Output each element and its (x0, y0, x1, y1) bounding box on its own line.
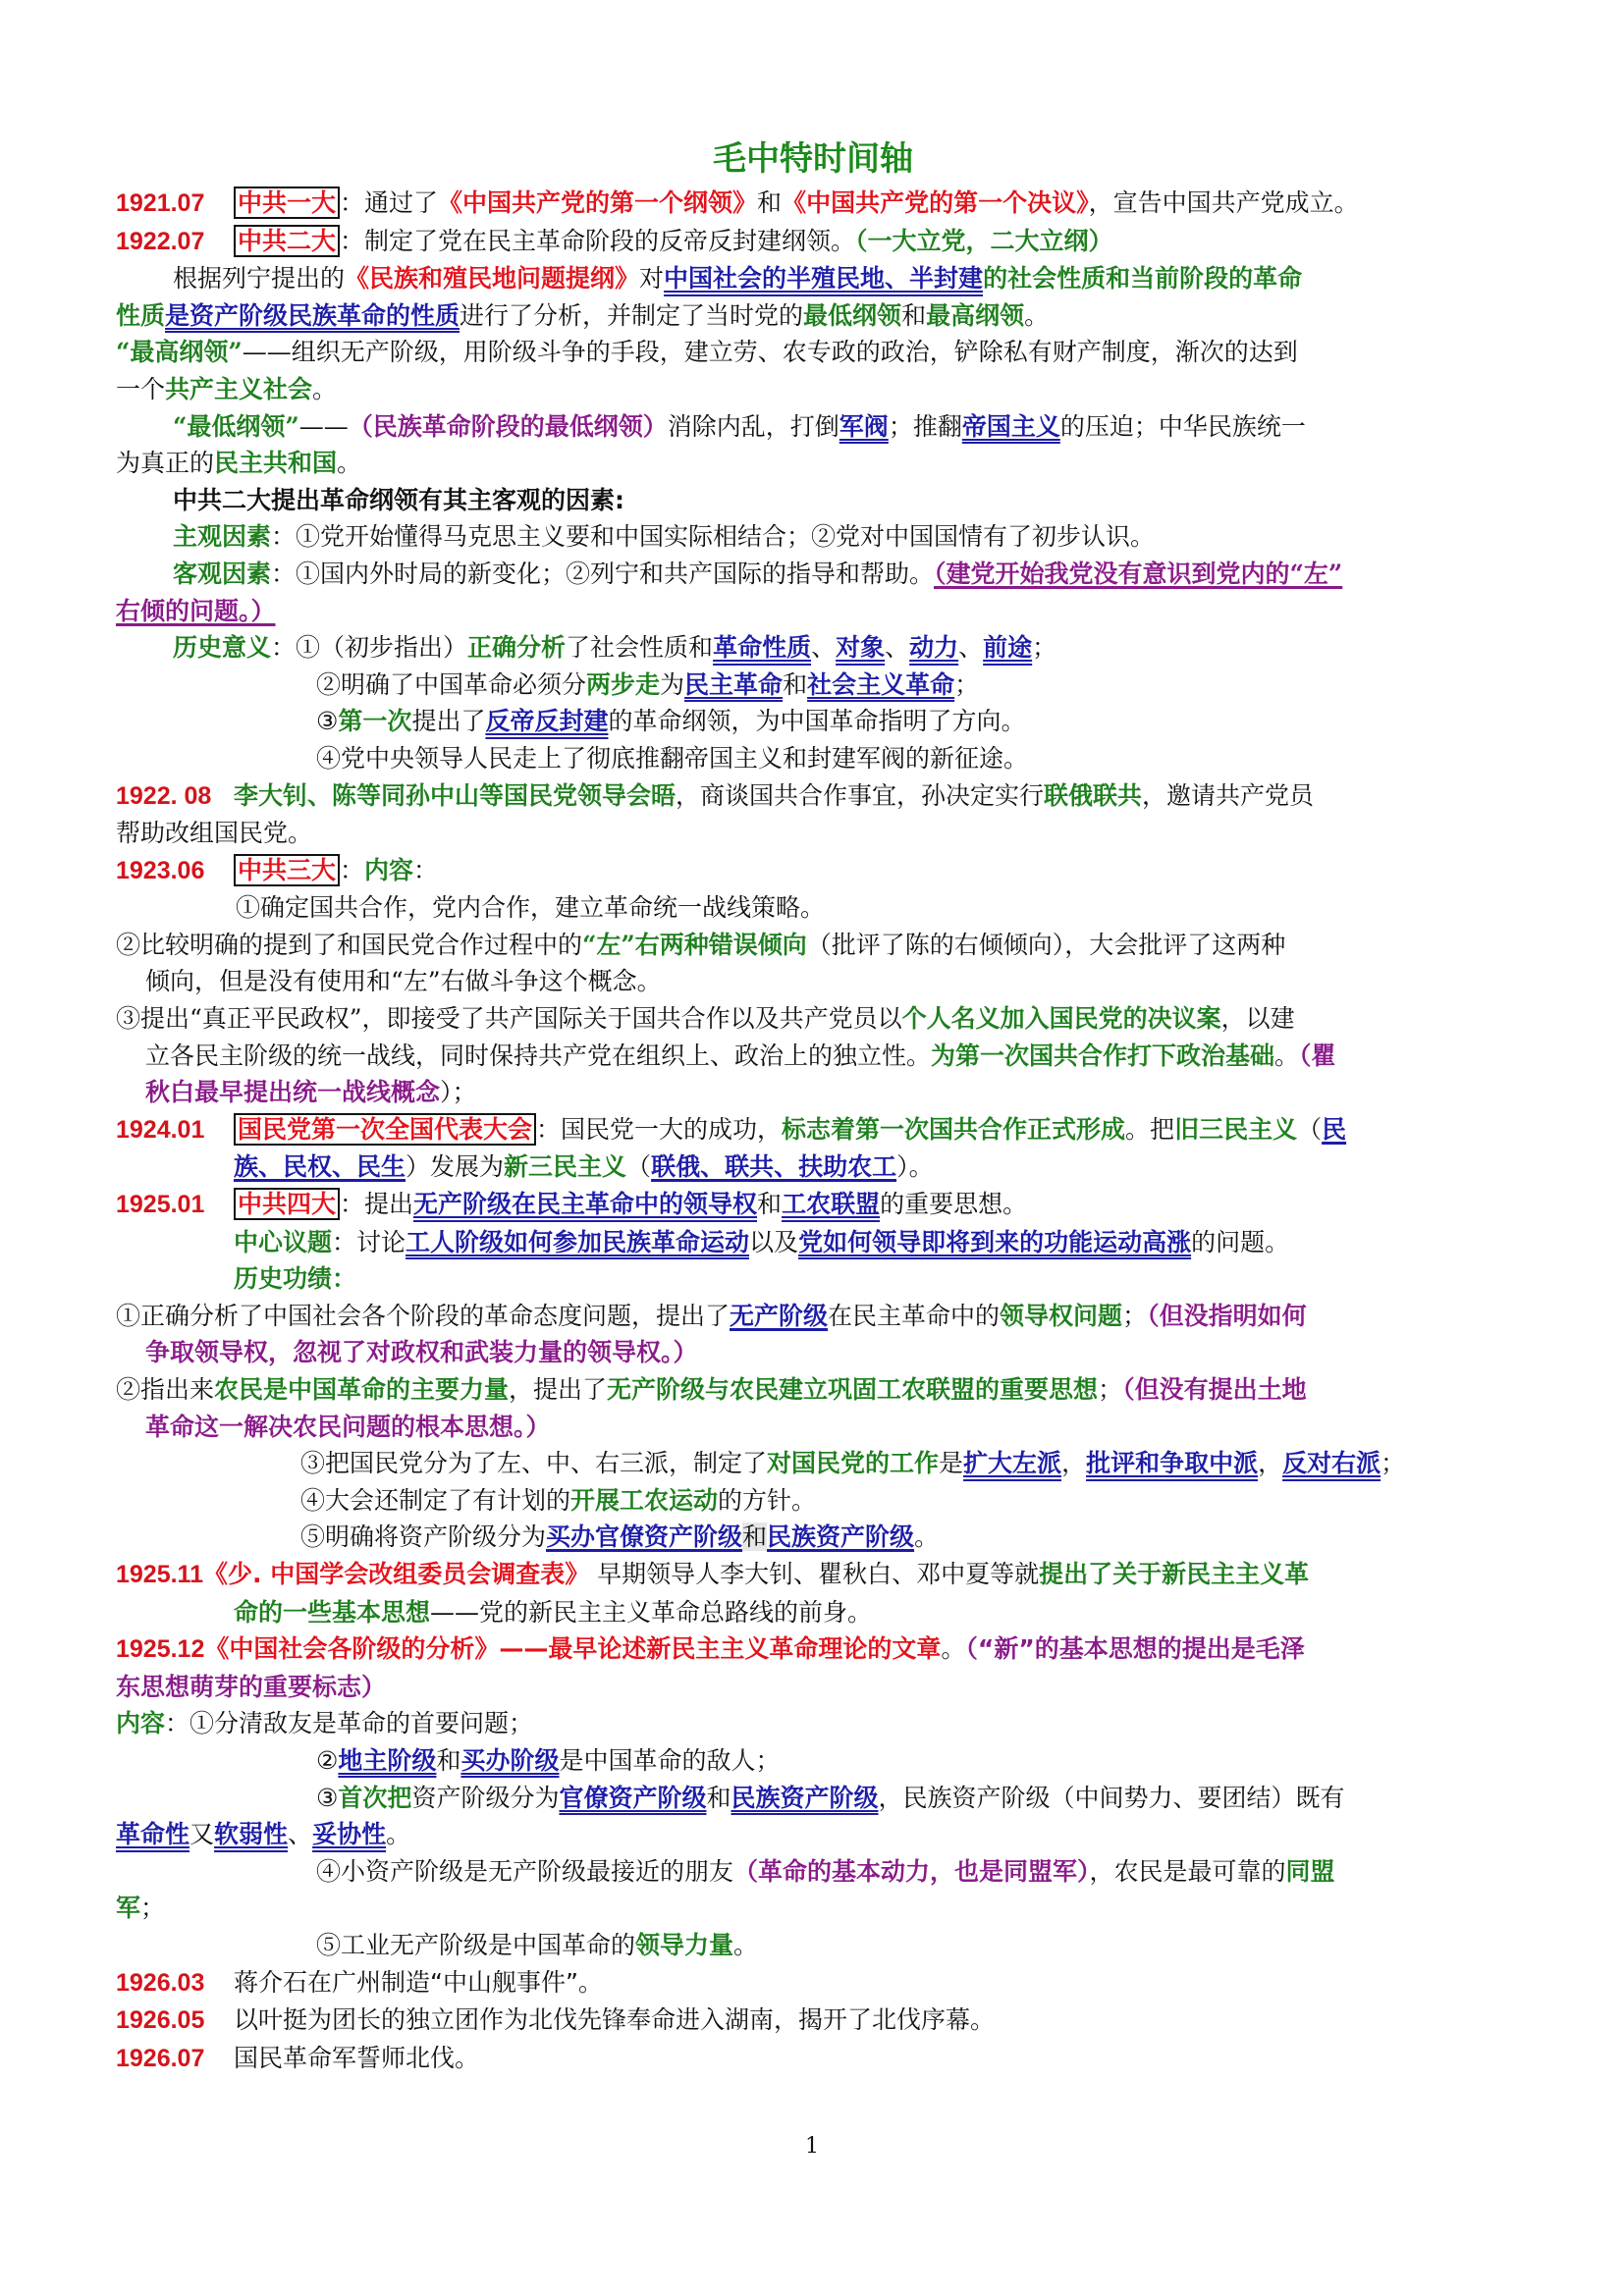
text: —— (298, 411, 349, 441)
label: 内容 (116, 1709, 166, 1738)
label: 历史功绩： (234, 1264, 357, 1294)
text: ）。 (896, 1152, 934, 1182)
entry-text: ：制定了党在民主革命阶段的反帝反封建纲领。 (340, 226, 856, 255)
paragraph (116, 556, 1510, 593)
entry-text: 蒋介石在广州制造“中山舰事件”。 (234, 1967, 603, 1997)
note: 东思想萌芽的重要标志） (116, 1672, 387, 1701)
key-term: 民 (1322, 1114, 1347, 1144)
key-term: 两步走 (586, 669, 661, 699)
entry-date: 1921.07 (116, 189, 205, 217)
note: （“新”的基本思想的提出是毛泽 (965, 1634, 1305, 1664)
paragraph (116, 1224, 1510, 1261)
paragraph (116, 334, 1510, 371)
text: 是中国革命的敌人； (559, 1745, 781, 1775)
text: 一个 (116, 374, 166, 403)
paragraph (116, 1780, 1510, 1817)
text: 和 (742, 1522, 768, 1552)
note: （但没指明如何 (1147, 1301, 1307, 1330)
paragraph (116, 1853, 1510, 1891)
key-term: 官僚资产阶级 (559, 1783, 707, 1812)
paragraph (116, 518, 1510, 556)
document-title: 《少. 中国学会改组委员会调查表》 (203, 1559, 590, 1588)
key-term: 个人名义加入国民党的决议案 (901, 1004, 1221, 1034)
entry-date: 1922. 08 (116, 781, 212, 810)
label: 中心议题 (234, 1227, 333, 1256)
key-term: 中国社会的半殖民地、半封建 (664, 264, 984, 294)
key-term: 前途 (983, 633, 1033, 663)
text: 和 (706, 1783, 731, 1812)
meeting-label: 中共二大 (234, 225, 340, 257)
text: 、 (288, 1820, 313, 1849)
text: ①正确分析了中国社会各个阶段的革命态度问题，提出了 (116, 1301, 731, 1330)
paragraph (116, 1000, 1510, 1038)
key-term: “最低纲领” (173, 411, 299, 441)
key-term: 共产主义社会 (165, 374, 313, 403)
text: 对 (639, 264, 665, 294)
key-term: 标志着第一次国共合作正式形成 (782, 1114, 1126, 1144)
text: ③ (316, 707, 339, 736)
note: 秋白最早提出统一战线概念 (145, 1078, 441, 1107)
note: （建党开始我党没有意识到党内的“左” (934, 559, 1343, 588)
text: 以及 (749, 1227, 799, 1256)
paragraph: ①确定国共合作，党内合作，建立革命统一战线策略。 (236, 893, 826, 923)
text: ③把国民党分为了左、中、右三派，制定了 (300, 1449, 768, 1478)
key-term: 民族资产阶级 (731, 1783, 879, 1812)
key-term: 领导力量 (635, 1930, 734, 1959)
key-term: 买办官僚资产阶级 (546, 1522, 743, 1552)
timeline-entry-1925-11 (116, 1556, 1510, 1594)
paragraph (116, 1298, 1510, 1335)
paragraph: 帮助改组国民党。 (116, 819, 313, 848)
key-term: 民族资产阶级 (767, 1522, 915, 1552)
text: （ (1297, 1114, 1323, 1144)
document-title: 《中国共产党的第一个纲领》 (438, 188, 758, 217)
text: 的方针。 (718, 1485, 817, 1515)
text: ，提出了 (509, 1375, 608, 1404)
text: 。 (312, 374, 338, 403)
key-term: “最高纲领” (116, 338, 243, 367)
meeting-label: 中共三大 (234, 854, 340, 886)
key-term: 农民是中国革命的主要力量 (214, 1375, 510, 1404)
paragraph (116, 927, 1510, 964)
text: 又 (189, 1820, 215, 1849)
text: ——组织无产阶级，用阶级斗争的手段，建立劳、农专政的政治，铲除私有财产制度，渐次的达到 (242, 338, 1298, 367)
label: 内容 (364, 855, 414, 884)
note: （一大立党，二大立纲） (855, 226, 1113, 255)
timeline-entry-1926-03 (116, 1964, 1510, 2002)
timeline-entry-1926-05 (116, 2002, 1510, 2040)
key-term: 最低纲领 (803, 300, 902, 330)
text: ，商谈国共合作事宜，孙决定实行 (676, 780, 1045, 810)
entry-date: 1925.01 (116, 1191, 205, 1219)
text: 资产阶级分为 (411, 1783, 560, 1812)
text: 。 (733, 1930, 759, 1959)
label: 主观因素 (173, 522, 272, 552)
paragraph (116, 260, 1510, 297)
paragraph (116, 1816, 1510, 1853)
key-term: 同盟 (1285, 1856, 1335, 1886)
timeline-entry-1923-06 (116, 852, 1510, 890)
text: （批评了陈的右倾倾向），大会批评了这两种 (806, 930, 1286, 959)
key-term: 工农联盟 (782, 1190, 881, 1219)
text: 。 (1274, 1041, 1300, 1070)
text: ：①党开始懂得马克思主义要和中国实际相结合；②党对中国国情有了初步认识。 (271, 522, 1156, 552)
text: ⑤工业无产阶级是中国革命的 (316, 1930, 636, 1959)
text: ③ (316, 1783, 339, 1812)
key-term: 最高纲领 (926, 300, 1025, 330)
paragraph (116, 1371, 1510, 1409)
entry-date: 1924.01 (116, 1115, 205, 1144)
paragraph (116, 1074, 1510, 1111)
text: 。 (941, 1634, 966, 1664)
paragraph (116, 1038, 1510, 1075)
text: ， (1061, 1449, 1087, 1478)
text: ，以建 (1220, 1004, 1295, 1034)
text: ； (954, 669, 980, 699)
section-heading: 中共二大提出革命纲领有其主客观的因素: (173, 485, 624, 514)
key-term: 军阀 (839, 411, 889, 441)
key-term: 旧三民主义 (1174, 1114, 1298, 1144)
paragraph (116, 593, 1510, 630)
text: ② (316, 1745, 339, 1775)
text: 是 (939, 1449, 964, 1478)
text: ：讨论 (332, 1227, 406, 1256)
timeline-entry-1925-12 (116, 1630, 1510, 1669)
text: ：①分清敌友是革命的首要问题； (165, 1709, 534, 1738)
note: （民族革命阶段的最低纲领） (348, 411, 668, 441)
text: ）发展为 (406, 1152, 505, 1182)
paragraph: 倾向，但是没有使用和“左”右做斗争这个概念。 (145, 967, 662, 996)
text: ②比较明确的提到了和国民党合作过程中的 (116, 930, 583, 959)
key-term: 第一次 (338, 707, 412, 736)
key-term: 首次把 (338, 1783, 412, 1812)
text: （ (626, 1152, 652, 1182)
key-term: 革命性质 (713, 633, 812, 663)
note: （革命的基本动力，也是同盟军） (733, 1856, 1090, 1886)
text: 根据列宁提出的 (173, 264, 346, 294)
key-term: 是资产阶级民族革命的性质 (165, 300, 460, 330)
text: 为 (660, 669, 685, 699)
timeline-entry-1922-07 (116, 223, 1510, 261)
key-term: 批评和争取中派 (1086, 1449, 1259, 1478)
entry-date: 1923.06 (116, 856, 205, 884)
text: 进行了分析，并制定了当时党的 (460, 300, 804, 330)
key-term: 民主共和国 (214, 449, 338, 478)
text: 早期领导人李大钊、瞿秋白、邓中夏等就 (589, 1559, 1040, 1588)
key-term: 党如何领导即将到来的功能运动高涨 (798, 1227, 1192, 1256)
timeline-entry-1925-01 (116, 1186, 1510, 1224)
document-title: 《中国社会各阶级的分析》——最早论述新民主主义革命理论的文章 (204, 1634, 942, 1664)
key-term: 性质 (116, 300, 166, 330)
key-term: 命的一些基本思想 (234, 1597, 431, 1627)
entry-date: 1922.07 (116, 227, 205, 255)
paragraph (116, 629, 1510, 667)
text: ； (1122, 1301, 1148, 1330)
paragraph (116, 1890, 1510, 1927)
label: 客观因素 (173, 559, 272, 588)
text: 。 (914, 1522, 940, 1552)
paragraph (116, 1927, 1510, 1964)
text: 和 (901, 300, 927, 330)
timeline-entry-1922-08 (116, 777, 1510, 816)
text: 和 (757, 1190, 783, 1219)
paragraph (116, 445, 1510, 482)
text: ）； (440, 1078, 477, 1107)
text: ：国民党一大的成功， (536, 1114, 783, 1144)
key-term: 无产阶级与农民建立巩固工农联盟的重要思想 (607, 1375, 1099, 1404)
key-term: 扩大左派 (963, 1449, 1062, 1478)
key-term: 反帝反封建 (485, 707, 609, 736)
text: 。 (386, 1820, 411, 1849)
key-term: 动力 (909, 633, 959, 663)
note: 革命这一解决农民问题的根本思想。） (145, 1412, 551, 1441)
text: ； (1098, 1375, 1123, 1404)
key-term: 买办阶级 (460, 1745, 560, 1775)
text: ，农民是最可靠的 (1089, 1856, 1286, 1886)
text: 、 (885, 633, 910, 663)
key-term: 社会主义革命 (807, 669, 955, 699)
note: 争取领导权，忽视了对政权和武装力量的领导权。） (145, 1338, 698, 1367)
key-term: 族、民权、民生 (234, 1152, 406, 1182)
text: ：①国内外时局的新变化；②列宁和共产国际的指导和帮助。 (271, 559, 935, 588)
key-term: 反对右派 (1282, 1449, 1381, 1478)
text: 的问题。 (1191, 1227, 1290, 1256)
entry-date: 1925.11 (116, 1560, 203, 1588)
document-title: 《民族和殖民地问题提纲》 (345, 264, 640, 294)
meeting-label: 中共一大 (234, 187, 340, 219)
key-term: 军 (116, 1894, 141, 1923)
entry-text: 国民革命军誓师北伐。 (234, 2043, 480, 2072)
text: ②指出来 (116, 1375, 215, 1404)
entry-text: ，宣告中国共产党成立。 (1088, 188, 1359, 217)
paragraph (116, 1594, 1510, 1631)
entry-date: 1925.12 (116, 1635, 205, 1664)
text: 、 (958, 633, 984, 663)
key-term: 联俄、联共、扶助农工 (651, 1152, 897, 1182)
text: ； (1380, 1449, 1406, 1478)
meeting-label: 国民党第一次全国代表大会 (234, 1113, 536, 1146)
key-term: 妥协性 (312, 1820, 387, 1849)
key-term: “左”右两种错误倾向 (582, 930, 807, 959)
entry-date: 1926.05 (116, 2006, 205, 2035)
entry-text: ：通过了 (340, 188, 439, 217)
paragraph (116, 1742, 1510, 1780)
text: 在民主革命中的 (828, 1301, 1001, 1330)
paragraph (116, 408, 1510, 446)
key-term: 革命性 (116, 1820, 190, 1849)
text: ， (1258, 1449, 1283, 1478)
key-term: 正确分析 (467, 633, 567, 663)
text: ，邀请共产党员 (1142, 780, 1315, 810)
text: ——党的新民主主义革命总路线的前身。 (430, 1597, 873, 1627)
text: 立各民主阶级的统一战线，同时保持共产党在组织上、政治上的独立性。 (145, 1041, 932, 1070)
text: ④小资产阶级是无产阶级最接近的朋友 (316, 1856, 734, 1886)
label: 历史意义 (173, 633, 272, 663)
document-title: 《中国共产党的第一个决议》 (782, 188, 1089, 217)
key-term: 新三民主义 (504, 1152, 627, 1182)
text: 的压迫；中华民族统一 (1059, 411, 1306, 441)
key-term: 帝国主义 (961, 411, 1060, 441)
paragraph (116, 297, 1510, 335)
key-term: 工人阶级如何参加民族革命运动 (406, 1227, 750, 1256)
paragraph (116, 667, 1510, 704)
paragraph (116, 1705, 1510, 1742)
text: ：提出 (340, 1190, 414, 1219)
paragraph (116, 1445, 1510, 1482)
text: 的革命纲领，为中国革命指明了方向。 (608, 707, 1026, 736)
meeting-label: 中共四大 (234, 1188, 340, 1220)
timeline-entry-1921-07 (116, 185, 1510, 223)
key-term: 地主阶级 (338, 1745, 437, 1775)
text: 、 (811, 633, 837, 663)
paragraph (116, 703, 1510, 740)
key-term: 联俄联共 (1044, 780, 1143, 810)
document-page (116, 137, 1510, 2077)
key-term: 的社会性质和当前阶段的革命 (983, 264, 1303, 294)
text: ；推翻 (888, 411, 962, 441)
key-term: 对国民党的工作 (767, 1449, 940, 1478)
text: ： (413, 855, 439, 884)
timeline-entry-1924-01 (116, 1111, 1510, 1149)
text: ⑤明确将资产阶级分为 (300, 1522, 547, 1552)
key-term: 对象 (836, 633, 886, 663)
text: ： (340, 855, 365, 884)
text: 。 (1024, 300, 1050, 330)
text: ，民族资产阶级（中间势力、要团结）既有 (878, 1783, 1345, 1812)
key-term: 民主革命 (684, 669, 784, 699)
entry-text: 以叶挺为团长的独立团作为北伐先锋奉命进入湖南，揭开了北伐序幕。 (234, 2005, 996, 2035)
paragraph (116, 371, 1510, 408)
note: （瞿 (1299, 1041, 1336, 1070)
paragraph (116, 1519, 1510, 1556)
key-term: 软弱性 (214, 1820, 289, 1849)
note: 右倾的问题。） (116, 596, 276, 625)
key-term: 开展工农运动 (570, 1485, 719, 1515)
page-title: 毛中特时间轴 (713, 139, 913, 179)
text: ②明确了中国革命必须分 (316, 669, 587, 699)
text: ④大会还制定了有计划的 (300, 1485, 571, 1515)
text: 了社会性质和 (566, 633, 714, 663)
note: （但没有提出土地 (1122, 1375, 1307, 1404)
key-term: 无产阶级在民主革命中的领导权 (413, 1190, 758, 1219)
text: 的重要思想。 (880, 1190, 1028, 1219)
text: 为真正的 (116, 449, 215, 478)
key-term: 领导权问题 (1000, 1301, 1123, 1330)
key-term: 为第一次国共合作打下政治基础 (931, 1041, 1275, 1070)
text: ③提出“真正平民政权”，即接受了共产国际关于国共合作以及共产党员以 (116, 1004, 902, 1034)
timeline-entry-1926-07 (116, 2040, 1510, 2078)
text: ； (1032, 633, 1057, 663)
key-term: 提出了关于新民主主义革 (1039, 1559, 1310, 1588)
text: 和 (436, 1745, 461, 1775)
text: 。 (337, 449, 362, 478)
paragraph (116, 1482, 1510, 1520)
key-term: 无产阶级 (730, 1301, 829, 1330)
entry-text: 和 (757, 188, 783, 217)
entry-date: 1926.03 (116, 1968, 205, 1997)
text: 。把 (1125, 1114, 1175, 1144)
page-number: 1 (805, 2134, 819, 2159)
text: ：①（初步指出） (271, 633, 468, 663)
text: 和 (783, 669, 808, 699)
entry-date: 1926.07 (116, 2044, 205, 2072)
text: 消除内乱，打倒 (667, 411, 839, 441)
text: ； (140, 1894, 166, 1923)
paragraph: ④党中央领导人民走上了彻底推翻帝国主义和封建军阀的新征途。 (316, 743, 1029, 773)
text: 提出了 (411, 707, 486, 736)
paragraph (116, 1148, 1510, 1186)
key-term: 李大钊、陈等同孙中山等国民党领导会晤 (234, 780, 677, 810)
